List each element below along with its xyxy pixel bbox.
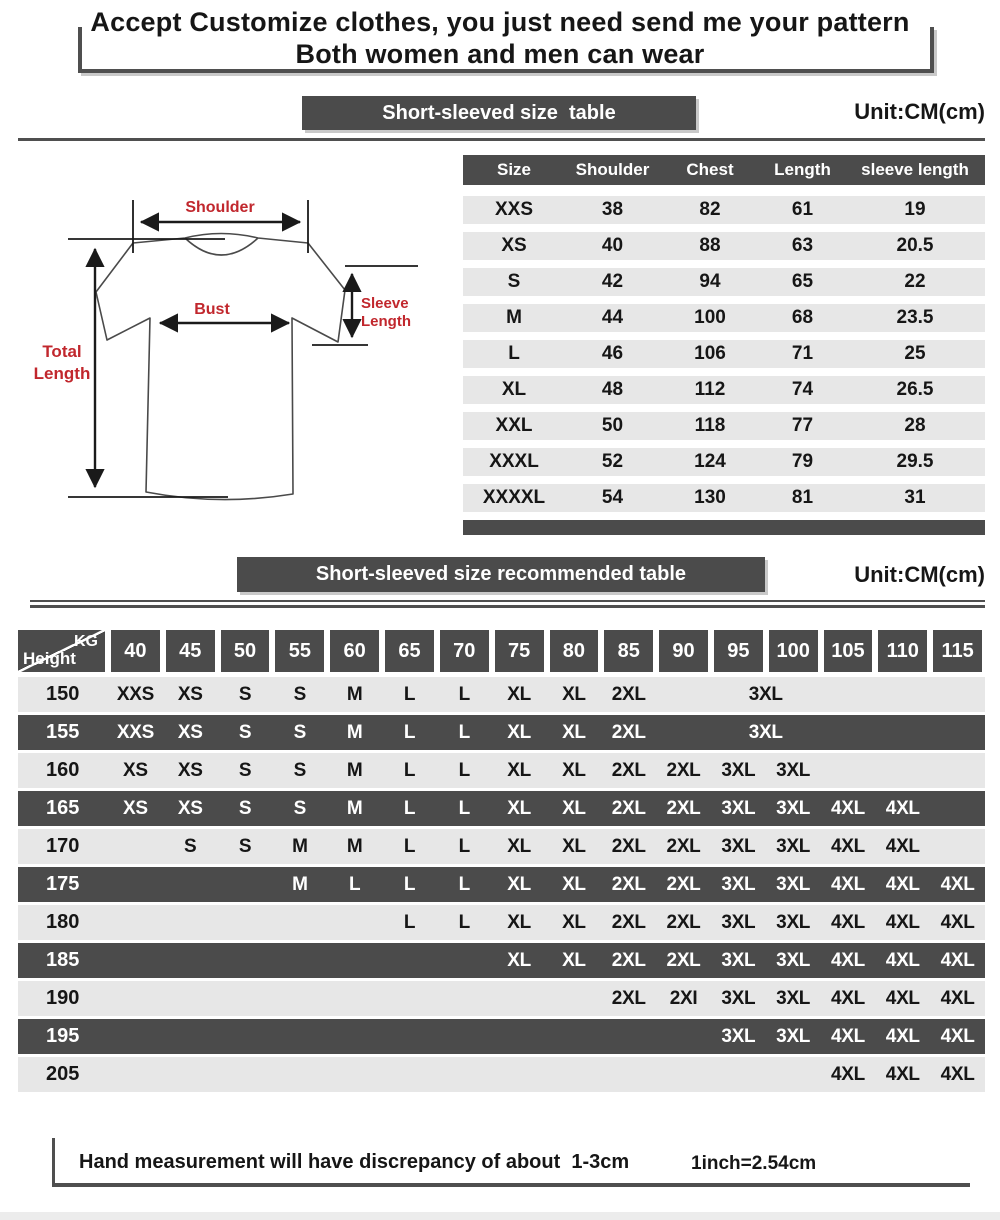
- height-axis-label: Height: [23, 649, 76, 668]
- size-table-cell: 63: [791, 235, 814, 256]
- size-cell: 2XL: [666, 835, 701, 857]
- total-length-label-line1: Total: [42, 342, 82, 361]
- size-cell: 4XL: [940, 1025, 975, 1047]
- size-cell: 4XL: [885, 911, 920, 933]
- title-bracket-decoration: [78, 27, 934, 73]
- kg-label: KG: [74, 633, 98, 650]
- size-cell: S: [184, 835, 197, 857]
- recommended-table-row: [18, 981, 985, 1016]
- shoulder-label: Shoulder: [185, 199, 255, 216]
- size-cell: L: [403, 873, 416, 895]
- size-cell: M: [346, 835, 363, 857]
- size-table-row: [463, 268, 985, 296]
- weight-header-cell: 45: [166, 630, 215, 672]
- size-table-cell: M: [506, 307, 522, 328]
- size-table-cell: 29.5: [896, 451, 934, 472]
- size-table-cell: 124: [694, 451, 726, 472]
- height-label: 170: [46, 835, 80, 857]
- size-cell: 2XL: [666, 873, 701, 895]
- recommended-table-unit-label: Unit:CM(cm): [854, 562, 985, 587]
- size-cell: 3XL: [776, 873, 811, 895]
- recommended-table-row: [18, 753, 985, 788]
- weight-header-cell: 40: [111, 630, 160, 672]
- size-table-cell: 46: [601, 343, 624, 364]
- size-table-row: [463, 412, 985, 440]
- size-cell: 2XL: [666, 949, 701, 971]
- double-rule: [30, 600, 985, 608]
- size-cell: XL: [562, 949, 586, 971]
- size-table-cell: 26.5: [896, 379, 934, 400]
- size-cell: 2XL: [611, 759, 646, 781]
- size-table: [463, 155, 985, 535]
- size-table-unit-label: Unit:CM(cm): [854, 99, 985, 124]
- size-cell: 3XL: [776, 911, 811, 933]
- size-cell: S: [293, 683, 307, 705]
- size-cell: L: [403, 759, 416, 781]
- size-cell: S: [238, 797, 252, 819]
- size-cell: L: [458, 797, 470, 819]
- measurement-note: Hand measurement will have discrepancy of about 1-3cm: [79, 1151, 630, 1173]
- size-cell: XL: [562, 721, 586, 743]
- size-table-cell: 61: [791, 199, 814, 220]
- recommended-table-body: [18, 677, 985, 1092]
- total-length-label-line2: Length: [33, 364, 91, 383]
- size-cell: 2XL: [611, 835, 646, 857]
- size-cell: 2XL: [611, 721, 646, 743]
- size-cell: L: [458, 911, 470, 933]
- size-table-body: [463, 196, 985, 512]
- size-table-cell: 50: [601, 415, 624, 436]
- size-cell: 4XL: [830, 987, 865, 1009]
- size-cell: XXS: [116, 683, 154, 705]
- size-cell: L: [458, 759, 470, 781]
- height-label: 150: [46, 683, 80, 705]
- size-cell: M: [292, 873, 308, 895]
- size-table-bottom-bar: [463, 520, 985, 535]
- recommended-table-row: [18, 829, 985, 864]
- size-table-cell: 106: [694, 343, 726, 364]
- size-cell: M: [346, 797, 363, 819]
- size-cell: 3XL: [721, 1025, 756, 1047]
- size-cell: XL: [507, 683, 531, 705]
- size-cell: 2XI: [669, 987, 698, 1009]
- size-cell: 4XL: [830, 797, 865, 819]
- size-table-cell: XL: [501, 379, 527, 400]
- size-cell: XL: [507, 721, 531, 743]
- size-table-header-cell: Size: [496, 160, 532, 179]
- size-cell: L: [458, 721, 470, 743]
- size-cell: 3XL: [776, 949, 811, 971]
- size-cell: 2XL: [611, 873, 646, 895]
- size-table-cell: 25: [904, 343, 926, 364]
- weight-header-cell: 110: [878, 630, 927, 672]
- recommended-table-header: [18, 630, 985, 672]
- size-cell: XS: [177, 683, 203, 705]
- size-cell: 2XL: [611, 987, 646, 1009]
- page-title-line2: Both women and men can wear: [295, 39, 705, 69]
- bottom-edge-strip: [0, 1212, 1000, 1220]
- tshirt-measurement-diagram: [15, 150, 460, 540]
- size-table-cell: S: [507, 271, 521, 292]
- size-table-cell: 38: [601, 199, 624, 220]
- size-cell: XL: [507, 911, 531, 933]
- size-table-cell: 82: [699, 199, 721, 220]
- recommended-size-table: [18, 630, 985, 1095]
- recommended-table-row: [18, 905, 985, 940]
- size-table-header-cell: Chest: [686, 160, 734, 179]
- height-label: 205: [46, 1063, 80, 1085]
- size-cell: XL: [507, 797, 531, 819]
- size-table-cell: 79: [791, 451, 814, 472]
- size-cell: L: [403, 835, 416, 857]
- size-table-cell: 81: [791, 487, 814, 508]
- tshirt-neckline: [185, 238, 258, 255]
- size-cell: 4XL: [885, 835, 920, 857]
- size-table-header-cell: sleeve length: [861, 160, 969, 179]
- size-table-cell: 77: [791, 415, 814, 436]
- recommended-table-row: [18, 677, 985, 712]
- size-cell: 3XL: [721, 797, 756, 819]
- size-cell: XL: [507, 759, 531, 781]
- size-table-cell: 42: [601, 271, 624, 292]
- size-cell: S: [238, 759, 252, 781]
- height-label: 185: [46, 949, 80, 971]
- size-table-cell: 20.5: [896, 235, 934, 256]
- size-cell: XS: [177, 759, 203, 781]
- size-cell: 2XL: [611, 797, 646, 819]
- size-table-header-cell: Shoulder: [575, 160, 650, 179]
- size-cell: S: [238, 721, 252, 743]
- size-table-cell: 23.5: [896, 307, 934, 328]
- size-cell: 4XL: [885, 873, 920, 895]
- size-cell: 2XL: [611, 949, 646, 971]
- size-table-cell: 100: [694, 307, 726, 328]
- sleeve-label-line1: Sleeve: [361, 295, 409, 312]
- size-cell: L: [349, 873, 361, 895]
- size-cell: 3XL: [721, 759, 756, 781]
- sleeve-label-line2: Length: [361, 313, 411, 330]
- size-table-cell: 68: [791, 307, 814, 328]
- height-label: 165: [46, 797, 80, 819]
- size-table-cell: 88: [699, 235, 721, 256]
- size-cell: XL: [562, 797, 586, 819]
- inch-conversion-note: 1inch=2.54cm: [691, 1153, 817, 1174]
- size-cell: 4XL: [940, 873, 975, 895]
- size-cell: XL: [562, 873, 586, 895]
- size-table-cell: XXXXL: [482, 487, 546, 508]
- kg-height-corner-cell: [18, 630, 105, 672]
- size-cell: 4XL: [830, 1063, 865, 1085]
- size-cell: 3XL: [776, 759, 811, 781]
- page-title-line1: Accept Customize clothes, you just need send me your pattern: [90, 7, 910, 37]
- size-table-cell: L: [508, 343, 520, 364]
- size-table-banner: Short-sleeved size table: [302, 96, 696, 130]
- size-table-cell: 52: [601, 451, 624, 472]
- size-cell: M: [346, 683, 363, 705]
- size-table-cell: XXL: [495, 415, 533, 436]
- size-cell: 4XL: [885, 987, 920, 1009]
- size-table-header: [463, 155, 985, 185]
- horizontal-rule: [18, 138, 985, 141]
- size-table-row: [463, 340, 985, 368]
- recommended-table-row: [18, 1019, 985, 1054]
- size-cell: 3XL: [776, 1025, 811, 1047]
- size-cell: 4XL: [940, 911, 975, 933]
- weight-header-cell: 55: [275, 630, 324, 672]
- size-cell: S: [293, 759, 307, 781]
- size-cell: 3XL: [776, 987, 811, 1009]
- size-cell: XS: [123, 759, 148, 781]
- weight-header-cell: 90: [659, 630, 708, 672]
- weight-header-cell: 95: [714, 630, 763, 672]
- size-cell: 4XL: [885, 797, 920, 819]
- size-table-cell: 112: [694, 379, 726, 400]
- weight-header-cell: 105: [824, 630, 873, 672]
- weight-header-cell: 70: [440, 630, 489, 672]
- size-cell: L: [458, 835, 470, 857]
- recommended-table-row: [18, 943, 985, 978]
- size-cell: XL: [507, 873, 531, 895]
- size-cell: 3XL: [748, 721, 783, 743]
- weight-header-cell: 80: [550, 630, 599, 672]
- height-label: 155: [46, 721, 80, 743]
- weight-header-cell: 60: [330, 630, 379, 672]
- size-cell: XL: [562, 835, 586, 857]
- size-table-header-cell: Length: [774, 160, 831, 179]
- size-cell: M: [346, 759, 363, 781]
- size-table-cell: 74: [791, 379, 814, 400]
- size-cell: L: [458, 873, 470, 895]
- footer-note-box: [52, 1138, 970, 1187]
- weight-header-cell: 50: [221, 630, 270, 672]
- size-cell: 3XL: [721, 911, 756, 933]
- size-table-cell: 48: [601, 379, 624, 400]
- height-label: 175: [46, 873, 80, 895]
- size-cell: L: [403, 911, 416, 933]
- size-table-row: [463, 484, 985, 512]
- size-table-cell: 28: [904, 415, 926, 436]
- weight-header-cell: 100: [769, 630, 818, 672]
- size-table-row: [463, 196, 985, 224]
- size-table-cell: XXS: [494, 199, 534, 220]
- size-cell: S: [238, 835, 252, 857]
- size-cell: 4XL: [830, 911, 865, 933]
- weight-header-cell: 85: [604, 630, 653, 672]
- recommended-table-row: [18, 715, 985, 750]
- size-table-row: [463, 232, 985, 260]
- size-table-cell: 118: [694, 415, 726, 436]
- size-table-cell: 22: [904, 271, 926, 292]
- size-cell: 3XL: [721, 873, 756, 895]
- size-cell: 3XL: [776, 797, 811, 819]
- size-table-cell: 31: [904, 487, 926, 508]
- size-cell: XS: [177, 721, 203, 743]
- size-cell: XL: [507, 949, 531, 971]
- size-table-cell: 71: [791, 343, 814, 364]
- weight-header-cell: 75: [495, 630, 544, 672]
- size-cell: 4XL: [830, 949, 865, 971]
- recommended-table-row: [18, 1057, 985, 1092]
- size-cell: 3XL: [721, 949, 756, 971]
- size-table-cell: 19: [904, 199, 926, 220]
- size-cell: XS: [177, 797, 203, 819]
- size-table-cell: 94: [699, 271, 721, 292]
- size-cell: XXS: [116, 721, 154, 743]
- size-cell: XL: [562, 759, 586, 781]
- size-cell: 3XL: [776, 835, 811, 857]
- height-label: 180: [46, 911, 80, 933]
- size-cell: 4XL: [940, 987, 975, 1009]
- tshirt-outline: [96, 234, 345, 500]
- size-cell: 4XL: [830, 835, 865, 857]
- size-cell: 3XL: [721, 987, 756, 1009]
- weight-header-cell: 65: [385, 630, 434, 672]
- size-table-cell: XXXL: [489, 451, 539, 472]
- size-cell: 4XL: [885, 1063, 920, 1085]
- size-table-cell: XS: [501, 235, 527, 256]
- size-cell: L: [403, 721, 416, 743]
- size-table-cell: 65: [791, 271, 814, 292]
- size-cell: M: [292, 835, 308, 857]
- size-cell: 3XL: [721, 835, 756, 857]
- size-cell: S: [293, 797, 307, 819]
- size-cell: 3XL: [748, 683, 783, 705]
- size-cell: 4XL: [830, 873, 865, 895]
- size-cell: S: [238, 683, 252, 705]
- size-cell: XS: [123, 797, 148, 819]
- size-table-cell: 40: [601, 235, 624, 256]
- size-cell: 2XL: [666, 759, 701, 781]
- size-cell: 4XL: [830, 1025, 865, 1047]
- size-cell: 2XL: [666, 797, 701, 819]
- size-cell: XL: [562, 683, 586, 705]
- size-table-cell: 44: [601, 307, 624, 328]
- size-table-cell: 130: [694, 487, 726, 508]
- size-cell: XL: [562, 911, 586, 933]
- bust-label: Bust: [194, 301, 230, 318]
- size-cell: 4XL: [940, 949, 975, 971]
- size-table-cell: 54: [601, 487, 624, 508]
- size-cell: M: [346, 721, 363, 743]
- height-label: 190: [46, 987, 80, 1009]
- size-cell: 4XL: [885, 1025, 920, 1047]
- size-cell: 4XL: [885, 949, 920, 971]
- size-cell: 2XL: [611, 683, 646, 705]
- size-cell: L: [403, 683, 416, 705]
- size-cell: S: [293, 721, 307, 743]
- size-cell: 2XL: [611, 911, 646, 933]
- recommended-table-banner: Short-sleeved size recommended table: [237, 557, 765, 592]
- size-cell: 4XL: [940, 1063, 975, 1085]
- size-table-row: [463, 304, 985, 332]
- size-cell: L: [403, 797, 416, 819]
- height-label: 160: [46, 759, 80, 781]
- weight-header-cell: 115: [933, 630, 982, 672]
- size-cell: L: [458, 683, 470, 705]
- recommended-table-row: [18, 867, 985, 902]
- size-cell: 2XL: [666, 911, 701, 933]
- size-table-row: [463, 376, 985, 404]
- size-cell: XL: [507, 835, 531, 857]
- size-table-row: [463, 448, 985, 476]
- height-label: 195: [46, 1025, 80, 1047]
- recommended-table-row: [18, 791, 985, 826]
